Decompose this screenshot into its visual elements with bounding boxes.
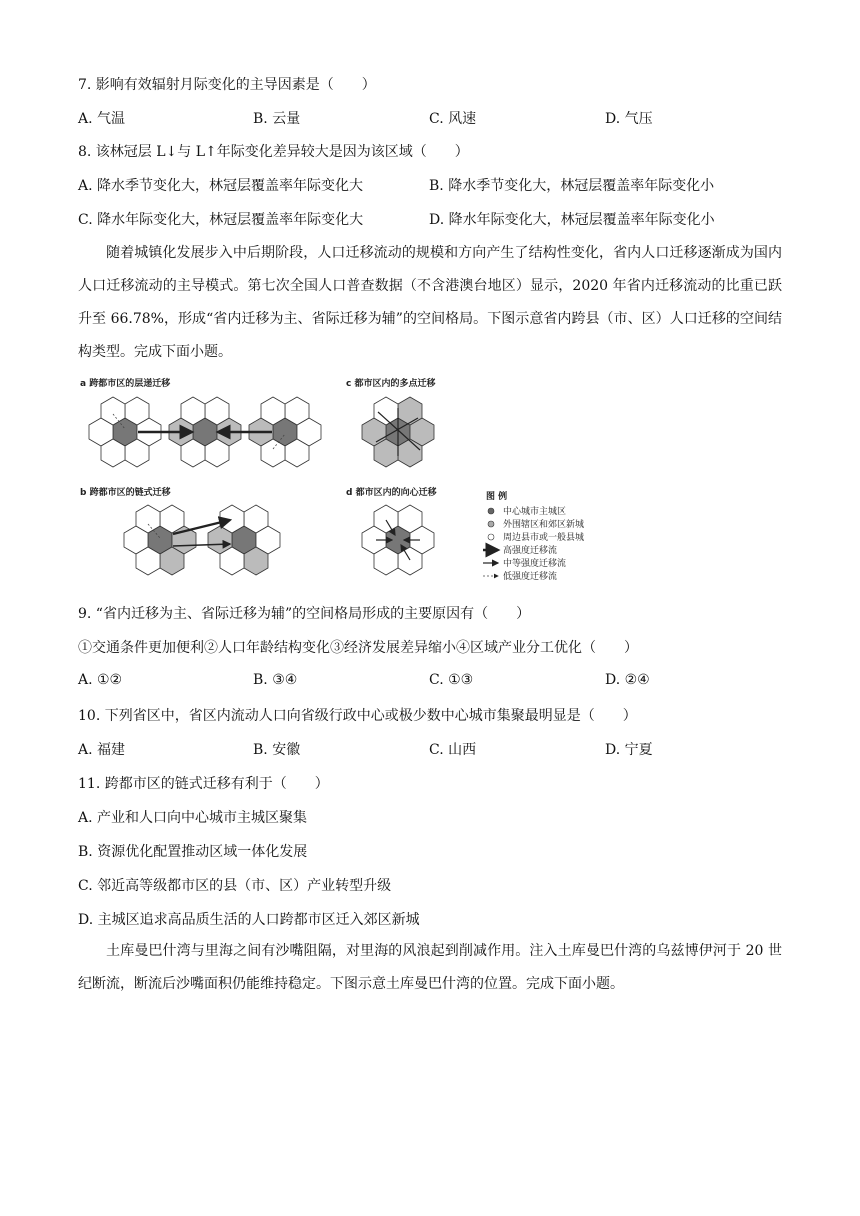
q9-option-d: D. ②④ (605, 672, 650, 688)
question-9-stem: 9. “省内迁移为主、省际迁移为辅”的空间格局形成的主要原因有（ ） (78, 606, 531, 622)
panel-c-label: c 都市区内的多点迁移 (346, 379, 436, 389)
q11-option-b: B. 资源优化配置推动区域一体化发展 (78, 844, 308, 860)
legend-suburb-symbol (488, 521, 494, 527)
q8-option-b: B. 降水季节变化大，林冠层覆盖率年际变化小 (429, 178, 715, 194)
q7-option-d: D. 气压 (605, 111, 653, 127)
q9-option-c: C. ①③ (429, 672, 474, 688)
panel-a-diagram (89, 397, 321, 467)
legend-main-city: 中心城市主城区 (503, 507, 567, 517)
legend-county: 周边县市或一般县城 (503, 533, 585, 543)
question-11-stem: 11. 跨都市区的链式迁移有利于（ ） (78, 776, 329, 792)
legend-low-flow: 低强度迁移流 (503, 572, 558, 582)
q11-option-a: A. 产业和人口向中心城市主城区聚集 (78, 810, 308, 826)
q9-option-a: A. ①② (78, 672, 123, 688)
q8-option-c: C. 降水年际变化大，林冠层覆盖率年际变化大 (78, 212, 364, 228)
panel-d-label: d 都市区内的向心迁移 (346, 488, 437, 498)
figure-legend (483, 490, 584, 582)
passage-migration-text: 随着城镇化发展步入中后期阶段，人口迁移流动的规模和方向产生了结构性变化，省内人口迁移逐渐成为国内人口迁移流动的主导模式。第七次全国人口普查数据（不含港澳台地区）显示，2020 年省内迁移流动的比重已跃升至 66.78%，形成“省内迁移为主、省际迁移为辅”的空间格局。下图示意省内跨县（市、区）人口迁移的空间结构类型。完成下面小题。 (78, 245, 782, 360)
legend-county-symbol (488, 534, 494, 540)
q8-option-d: D. 降水年际变化大，林冠层覆盖率年际变化小 (429, 212, 715, 228)
passage-migration (78, 237, 782, 369)
q7-option-b: B. 云量 (253, 111, 301, 127)
q10-option-a: A. 福建 (78, 742, 126, 758)
legend-medium-flow: 中等强度迁移流 (503, 559, 567, 569)
q10-option-c: C. 山西 (429, 742, 477, 758)
panel-b-diagram (124, 505, 280, 575)
question-9-statements: ①交通条件更加便利②人口年龄结构变化③经济发展差异缩小④区域产业分工优化（ ） (78, 640, 638, 656)
q11-option-c: C. 邻近高等级都市区的县（市、区）产业转型升级 (78, 878, 392, 894)
legend-title: 图 例 (486, 492, 508, 502)
question-10-stem: 10. 下列省区中，省区内流动人口向省级行政中心或极少数中心城市集聚最明显是（ ） (78, 708, 637, 724)
legend-high-flow: 高强度迁移流 (503, 546, 558, 556)
passage-turkmenbashi (78, 935, 782, 1001)
panel-d-diagram (362, 505, 434, 575)
panel-c-diagram (362, 397, 434, 467)
legend-main-city-symbol (488, 508, 494, 514)
question-7-stem: 7. 影响有效辐射月际变化的主导因素是（ ） (78, 77, 376, 93)
passage-turkmenbashi-text: 土库曼巴什湾与里海之间有沙嘴阻隔，对里海的风浪起到削减作用。注入土库曼巴什湾的乌兹博伊河于 20 世纪断流，断流后沙嘴面积仍能维持稳定。下图示意土库曼巴什湾的位置。完成下面小题。 (78, 943, 782, 992)
migration-structure-figure (78, 374, 614, 588)
q9-option-b: B. ③④ (253, 672, 298, 688)
question-8-stem: 8. 该林冠层 L↓与 L↑年际变化差异较大是因为该区域（ ） (78, 144, 469, 160)
legend-suburb: 外围辖区和郊区新城 (503, 520, 585, 530)
panel-b-label: b 跨都市区的链式迁移 (80, 488, 171, 498)
q10-option-b: B. 安徽 (253, 742, 301, 758)
q7-option-c: C. 风速 (429, 111, 477, 127)
q8-option-a: A. 降水季节变化大，林冠层覆盖率年际变化大 (78, 178, 364, 194)
q10-option-d: D. 宁夏 (605, 742, 653, 758)
q11-option-d: D. 主城区追求高品质生活的人口跨都市区迁入郊区新城 (78, 912, 420, 928)
panel-a-label: a 跨都市区的层递迁移 (80, 379, 171, 389)
q7-option-a: A. 气温 (78, 111, 126, 127)
